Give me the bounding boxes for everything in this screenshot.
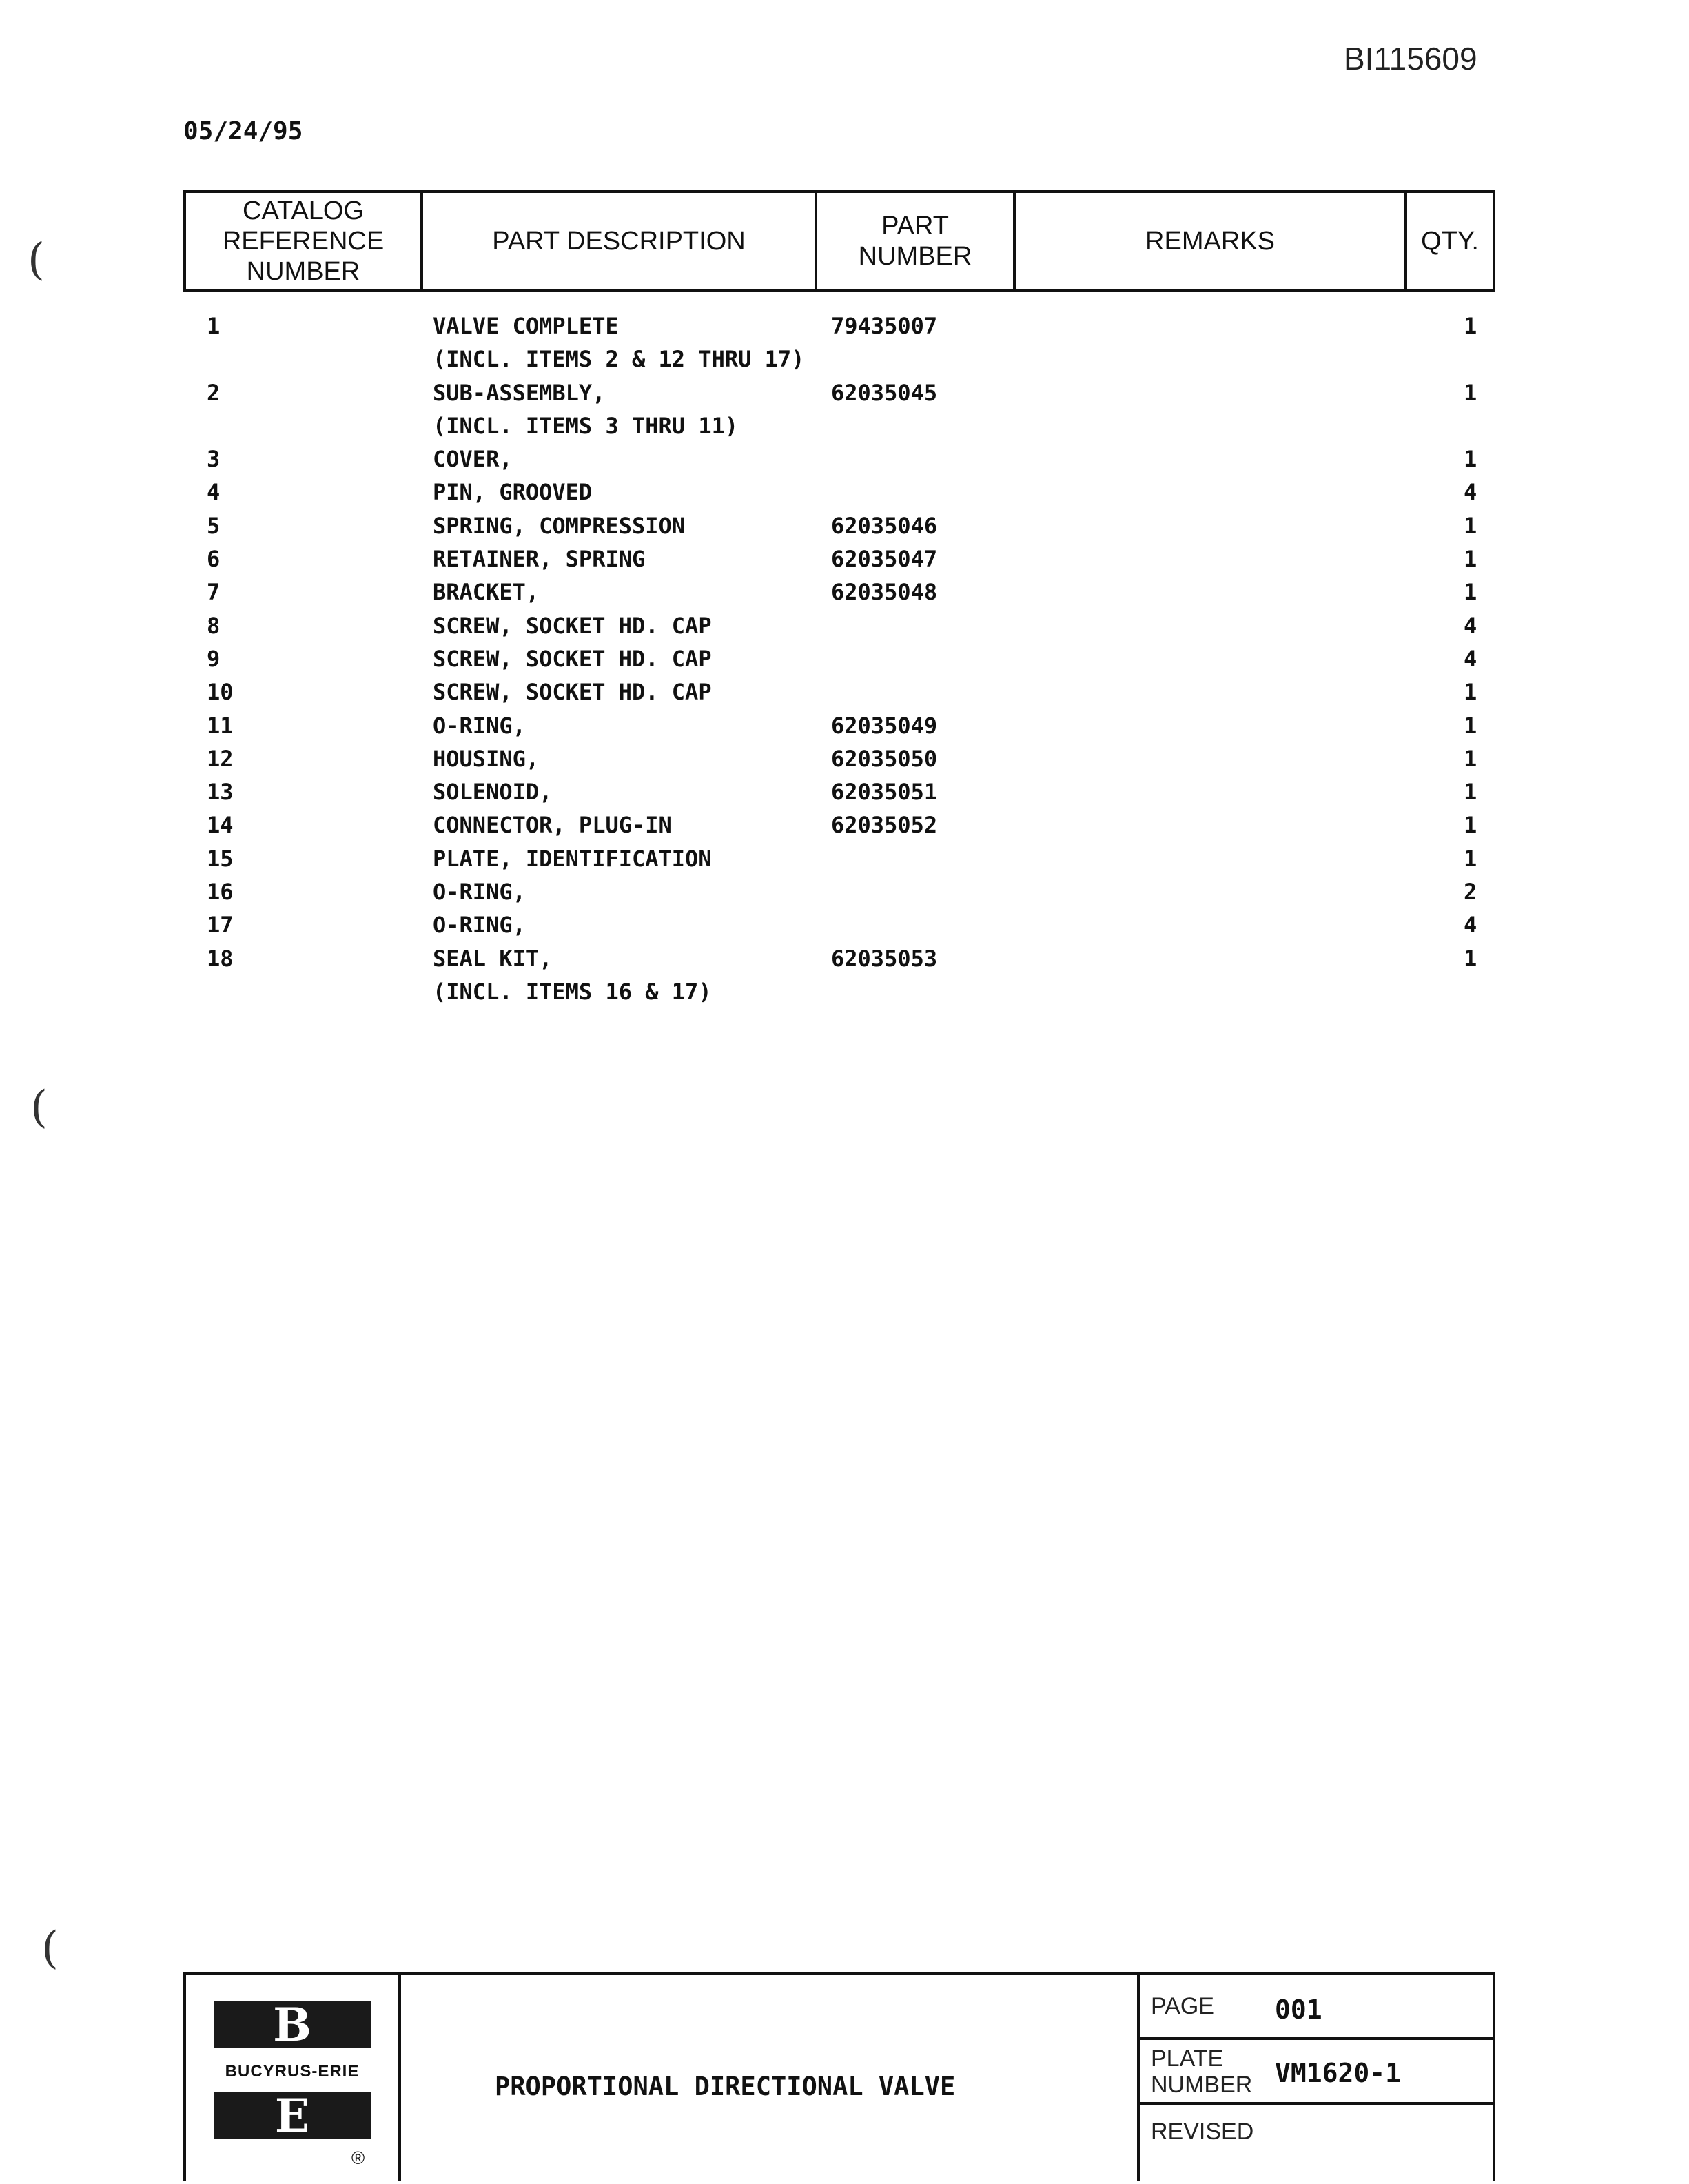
- header-remarks: [1016, 193, 1407, 289]
- description-cell: O-RING,: [433, 912, 526, 939]
- qty-cell: 1: [1464, 313, 1477, 339]
- part-number-cell: 62035050: [831, 745, 938, 772]
- catalog-ref-cell: 6: [207, 546, 221, 573]
- catalog-ref-cell: 2: [207, 379, 221, 406]
- header-catalog-ref: [186, 193, 423, 289]
- table-row: [0, 346, 1689, 379]
- page-label: PAGE: [1151, 1993, 1214, 2019]
- plate-label: [1151, 2045, 1252, 2098]
- page-value: 001: [1275, 1994, 1322, 2025]
- qty-cell: 2: [1464, 879, 1477, 906]
- margin-paren-mark: (: [28, 234, 45, 285]
- description-cell: O-RING,: [433, 879, 526, 906]
- catalog-ref-cell: 14: [207, 812, 234, 839]
- description-cell: (INCL. ITEMS 2 & 12 THRU 17): [433, 346, 805, 373]
- page-row: [1140, 1975, 1493, 2040]
- header-text: NUMBER: [246, 257, 360, 286]
- plate-number-row: [1140, 2040, 1493, 2105]
- catalog-ref-cell: 8: [207, 612, 221, 639]
- qty-cell: 1: [1464, 379, 1477, 406]
- catalog-ref-cell: 11: [207, 712, 234, 739]
- description-cell: SCREW, SOCKET HD. CAP: [433, 679, 712, 706]
- drawing-title: PROPORTIONAL DIRECTIONAL VALVE: [495, 2072, 956, 2101]
- part-number-cell: 62035051: [831, 779, 938, 806]
- catalog-ref-cell: 16: [207, 879, 234, 906]
- qty-cell: 1: [1464, 779, 1477, 806]
- table-row: [0, 812, 1689, 845]
- table-row: [0, 846, 1689, 879]
- parts-table-header: [183, 190, 1495, 292]
- catalog-ref-cell: 12: [207, 745, 234, 772]
- description-cell: PIN, GROOVED: [433, 479, 593, 506]
- margin-paren-mark: (: [30, 1082, 48, 1133]
- description-cell: VALVE COMPLETE: [433, 313, 619, 339]
- table-row: [0, 679, 1689, 712]
- table-row: [0, 579, 1689, 612]
- qty-cell: 4: [1464, 645, 1477, 672]
- table-row: [0, 646, 1689, 679]
- description-cell: (INCL. ITEMS 3 THRU 11): [433, 412, 739, 439]
- qty-cell: 1: [1464, 945, 1477, 972]
- qty-cell: 1: [1464, 446, 1477, 473]
- table-row: [0, 979, 1689, 1012]
- table-row: [0, 946, 1689, 979]
- description-cell: RETAINER, SPRING: [433, 546, 646, 573]
- part-number-cell: 62035048: [831, 579, 938, 606]
- description-cell: SEAL KIT,: [433, 945, 553, 972]
- qty-cell: 1: [1464, 745, 1477, 772]
- revised-row: [1140, 2105, 1493, 2184]
- table-row: [0, 380, 1689, 413]
- table-row: [0, 613, 1689, 646]
- description-cell: SOLENOID,: [433, 779, 553, 806]
- header-text: NUMBER: [858, 242, 972, 271]
- description-cell: CONNECTOR, PLUG-IN: [433, 812, 672, 839]
- part-number-cell: 79435007: [831, 313, 938, 339]
- description-cell: O-RING,: [433, 712, 526, 739]
- table-row: [0, 313, 1689, 346]
- qty-cell: 1: [1464, 812, 1477, 839]
- description-cell: COVER,: [433, 446, 513, 473]
- catalog-ref-cell: 17: [207, 912, 234, 939]
- catalog-ref-cell: 7: [207, 579, 221, 606]
- part-number-cell: 62035052: [831, 812, 938, 839]
- header-text: CATALOG: [243, 196, 364, 225]
- description-cell: PLATE, IDENTIFICATION: [433, 845, 712, 872]
- qty-cell: 1: [1464, 546, 1477, 573]
- description-cell: BRACKET,: [433, 579, 540, 606]
- table-row: [0, 713, 1689, 746]
- description-cell: SCREW, SOCKET HD. CAP: [433, 645, 712, 672]
- header-description: [423, 193, 817, 289]
- description-cell: SUB-ASSEMBLY,: [433, 379, 606, 406]
- table-row: [0, 912, 1689, 945]
- part-number-cell: 62035049: [831, 712, 938, 739]
- table-row: [0, 413, 1689, 446]
- catalog-ref-cell: 18: [207, 945, 234, 972]
- catalog-ref-cell: 13: [207, 779, 234, 806]
- catalog-ref-cell: 10: [207, 679, 234, 706]
- header-text: REFERENCE: [222, 227, 385, 256]
- qty-cell: 4: [1464, 479, 1477, 506]
- catalog-ref-cell: 9: [207, 645, 221, 672]
- catalog-ref-cell: 5: [207, 512, 221, 539]
- part-number-cell: 62035047: [831, 546, 938, 573]
- document-id: BI115609: [1344, 41, 1477, 76]
- description-cell: SCREW, SOCKET HD. CAP: [433, 612, 712, 639]
- qty-cell: 1: [1464, 512, 1477, 539]
- table-row: [0, 479, 1689, 512]
- table-row: [0, 513, 1689, 546]
- qty-cell: 1: [1464, 579, 1477, 606]
- table-row: [0, 546, 1689, 579]
- table-row: [0, 779, 1689, 812]
- qty-cell: 1: [1464, 679, 1477, 706]
- plate-label-line: PLATE: [1151, 2045, 1224, 2072]
- catalog-ref-cell: 15: [207, 845, 234, 872]
- parts-list: [0, 313, 1689, 1012]
- qty-cell: 1: [1464, 845, 1477, 872]
- document-date: 05/24/95: [183, 117, 303, 145]
- title-block: [183, 1972, 1495, 2181]
- header-text: QTY.: [1421, 227, 1479, 256]
- qty-cell: 4: [1464, 912, 1477, 939]
- header-text: REMARKS: [1145, 227, 1275, 256]
- plate-number-value: VM1620-1: [1275, 2058, 1402, 2088]
- part-number-cell: 62035053: [831, 945, 938, 972]
- qty-cell: 4: [1464, 612, 1477, 639]
- bucyrus-erie-logo-bottom: E: [214, 2092, 371, 2139]
- header-qty: [1407, 193, 1493, 289]
- header-text: PART DESCRIPTION: [492, 227, 746, 256]
- revised-label: REVISED: [1151, 2119, 1254, 2145]
- margin-paren-mark: (: [41, 1923, 59, 1974]
- qty-cell: 1: [1464, 712, 1477, 739]
- logo-company-name: BUCYRUS-ERIE: [225, 2062, 360, 2081]
- catalog-ref-cell: 1: [207, 313, 221, 339]
- part-number-cell: 62035045: [831, 379, 938, 406]
- registered-mark: ®: [351, 2147, 365, 2168]
- part-number-cell: 62035046: [831, 512, 938, 539]
- catalog-ref-cell: 4: [207, 479, 221, 506]
- description-cell: (INCL. ITEMS 16 & 17): [433, 978, 712, 1005]
- catalog-ref-cell: 3: [207, 446, 221, 473]
- header-text: PART: [881, 212, 949, 241]
- info-cell: [1137, 1975, 1493, 2181]
- table-row: [0, 446, 1689, 479]
- table-row: [0, 746, 1689, 779]
- header-part-number: [817, 193, 1016, 289]
- bucyrus-erie-logo-top: B: [214, 2001, 371, 2048]
- description-cell: SPRING, COMPRESSION: [433, 512, 686, 539]
- description-cell: HOUSING,: [433, 745, 540, 772]
- table-row: [0, 879, 1689, 912]
- plate-label-line: NUMBER: [1151, 2072, 1253, 2098]
- logo-cell: [186, 1975, 401, 2181]
